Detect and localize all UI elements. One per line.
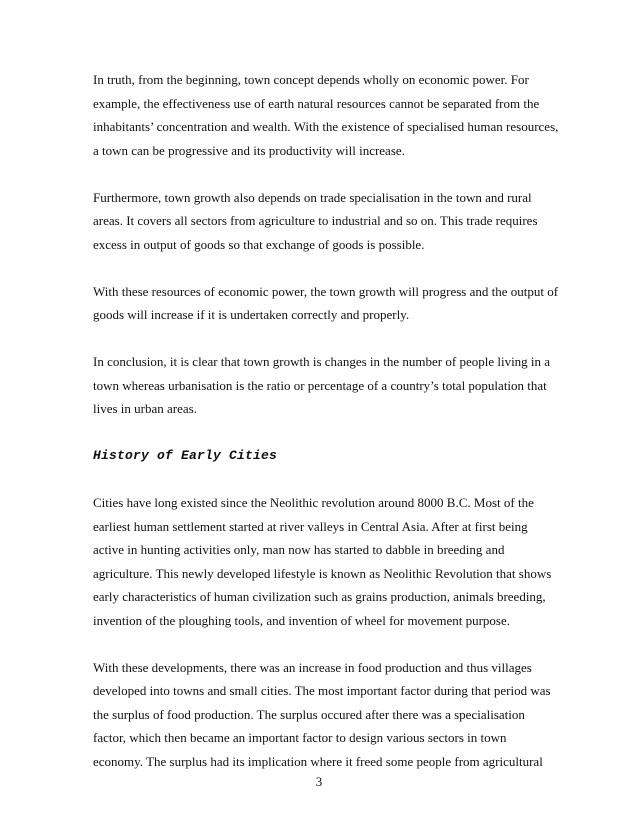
text-line: economy. The surplus had its implication where it freed some people from agricultural <box>93 753 543 769</box>
paragraph-food-surplus <box>93 656 553 774</box>
text-line: excess in output of goods so that exchange of goods is possible. <box>93 236 425 252</box>
text-line: town whereas urbanisation is the ratio or percentage of a country’s total population that <box>93 377 547 393</box>
page-number: 3 <box>315 774 323 789</box>
text-line: In truth, from the beginning, town concept depends wholly on economic power. For <box>93 72 529 87</box>
paragraph-neolithic <box>93 491 553 632</box>
text-line: In conclusion, it is clear that town growth is changes in the number of people living in a <box>93 354 551 369</box>
text-line: invention of the ploughing tools, and invention of wheel for movement purpose. <box>93 612 511 628</box>
text-line: active in hunting activities only, man now has started to dabble in breeding and <box>93 542 505 557</box>
text-line: a town can be progressive and its productivity will increase. <box>93 142 405 158</box>
page-content <box>93 68 559 797</box>
text-line: inhabitants’ concentration and wealth. With the existence of specialised human resources, <box>93 119 559 134</box>
text-line: lives in urban areas. <box>93 401 197 416</box>
text-line: factor, which then became an important factor to design various sectors in town <box>93 730 507 745</box>
paragraph-trade-specialisation <box>93 186 553 257</box>
text-line: example, the effectiveness use of earth natural resources cannot be separated from the <box>93 95 540 111</box>
text-line: areas. It covers all sectors from agriculture to industrial and so on. This trade requires <box>93 213 538 228</box>
text-line: the surplus of food production. The surplus occured after there was a specialisation <box>93 706 525 722</box>
text-line: Cities have long existed since the Neolithic revolution around 8000 B.C. Most of the <box>93 495 534 510</box>
section-heading: History of Early Cities <box>93 448 278 463</box>
text-line: With these resources of economic power, the town growth will progress and the output of <box>93 283 559 299</box>
text-line: earliest human settlement started at river valleys in Central Asia. After at first being <box>93 518 528 534</box>
text-line: developed into towns and small cities. The most important factor during that period was <box>93 683 551 698</box>
paragraph-conclusion <box>93 350 553 421</box>
paragraph-economic-power <box>93 68 559 162</box>
text-line: agriculture. This newly developed lifestyle is known as Neolithic Revolution that shows <box>93 565 552 581</box>
paragraph-resources <box>93 280 559 327</box>
text-line: early characteristics of human civilization such as grains production, animals breeding, <box>93 589 546 604</box>
text-line: Furthermore, town growth also depends on trade specialisation in the town and rural <box>93 189 532 205</box>
text-line: goods will increase if it is undertaken correctly and properly. <box>93 307 410 322</box>
text-line: With these developments, there was an increase in food production and thus villages <box>93 659 532 675</box>
